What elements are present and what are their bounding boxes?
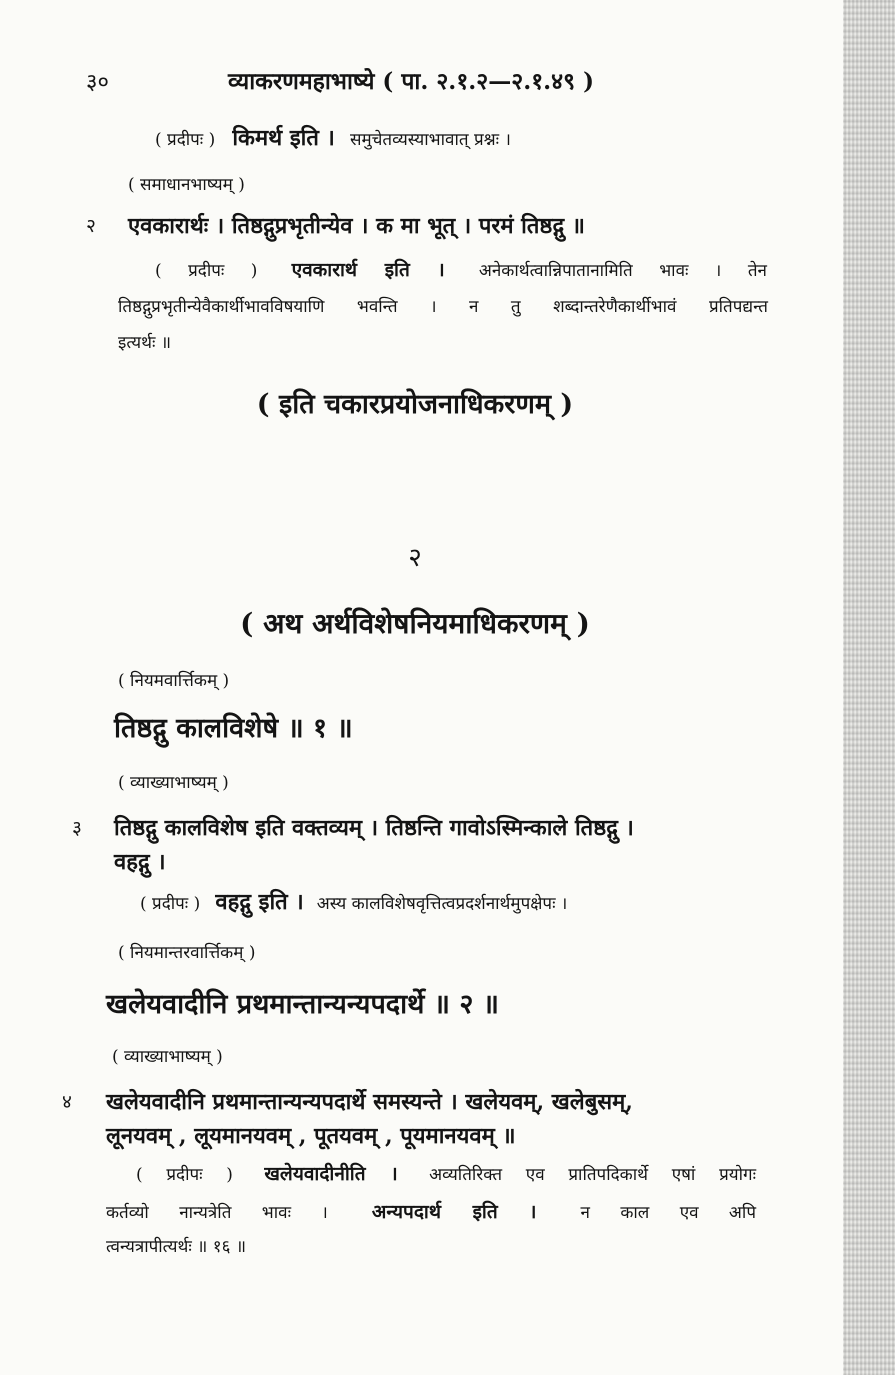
- bhashya-text: तिष्ठद्गु कालविशेष इति वक्तव्यम् । तिष्ठन्ति गावोऽस्मिन्काले तिष्ठद्गु ।: [114, 815, 634, 841]
- pradipa-text: समुचेतव्यस्याभावात् प्रश्नः ।: [349, 130, 511, 150]
- pradipa-lemma: वहद्गु इति ।: [215, 889, 304, 915]
- pradipa-text: न काल एव अपि: [580, 1203, 756, 1223]
- pradipa-lemma: खलेयवादीनीति ।: [264, 1163, 398, 1185]
- paragraph-number: २: [86, 215, 96, 237]
- bhashya-label: ( व्याख्याभाष्यम् ): [118, 773, 229, 793]
- pradipa-text: कर्तव्यो नान्यत्रेति भावः ।: [106, 1203, 328, 1223]
- samadhana-label: ( समाधानभाष्यम् ): [128, 175, 245, 195]
- pradipa-label: ( प्रदीपः ): [140, 894, 201, 914]
- page-number: ३०: [86, 70, 109, 95]
- pradipa-label: ( प्रदीपः ): [155, 130, 216, 150]
- bhashya-text: लूनयवम् , लूयमानयवम् , पूतयवम् , पूयमानयवम् ॥: [106, 1123, 516, 1149]
- pradipa-lemma: अन्यपदार्थ इति ।: [371, 1201, 537, 1223]
- pradipa-line: तिष्ठद्गुप्रभृतीन्येवैकार्थीभावविषयाणि भवन्ति । न तु शब्दान्तरेणैकार्थीभावं प्रतिपद्यन्त: [118, 297, 768, 317]
- bhashya-text: खलेयवादीनि प्रथमान्तान्यन्यपदार्थे समस्यन्ते । खलेयवम्, खलेबुसम्,: [106, 1089, 633, 1115]
- vartika-sutra: तिष्ठद्गु कालविशेषे ॥ १ ॥: [114, 713, 353, 744]
- pradipa-line: [136, 1160, 756, 1186]
- pradipa-label: ( प्रदीपः ): [155, 261, 258, 281]
- pradipa-line: [155, 256, 767, 282]
- bhashya-label: ( व्याख्याभाष्यम् ): [112, 1047, 223, 1067]
- pradipa-line: त्वन्यत्रापीत्यर्थः ॥ १६ ॥: [106, 1237, 247, 1257]
- vartika-label: ( नियमान्तरवार्त्तिकम् ): [118, 943, 256, 963]
- pradipa-label: ( प्रदीपः ): [136, 1165, 233, 1185]
- pradipa-line: [140, 886, 567, 916]
- pradipa-text: अनेकार्थत्वान्निपातानामिति भावः । तेन: [478, 261, 767, 281]
- pradipa-line: इत्यर्थः ॥: [118, 333, 172, 353]
- bhashya-text: वहद्गु ।: [114, 849, 166, 875]
- running-title: व्याकरणमहाभाष्ये ( पा. २.१.२—२.१.४९ ): [228, 68, 594, 95]
- vartika-sutra: खलेयवादीनि प्रथमान्तान्यन्यपदार्थे ॥ २ ॥: [106, 989, 499, 1020]
- pradipa-text: अव्यतिरिक्त एव प्रातिपदिकार्थे एषां प्रयोगः: [429, 1165, 757, 1185]
- pradipa-line: [106, 1198, 756, 1224]
- bhashya-text: एवकारार्थः । तिष्ठद्गुप्रभृतीन्येव । क मा भूत् । परमं तिष्ठद्गु ॥: [128, 213, 585, 239]
- pradipa-text: अस्य कालविशेषवृत्तित्वप्रदर्शनार्थमुपक्षेपः ।: [316, 894, 568, 914]
- section-number: २: [408, 543, 422, 573]
- pradipa-lemma: किमर्थ इति ।: [232, 125, 335, 151]
- paragraph-number: ४: [62, 1091, 72, 1113]
- section-title: ( अथ अर्थविशेषनियमाधिकरणम् ): [240, 607, 590, 640]
- paragraph-number: ३: [72, 817, 82, 839]
- vartika-label: ( नियमवार्त्तिकम् ): [118, 671, 230, 691]
- scan-edge-shadow: [843, 0, 895, 1375]
- section-end-heading: ( इति चकारप्रयोजनाधिकरणम् ): [256, 389, 574, 420]
- pradipa-block-1: [155, 122, 511, 152]
- pradipa-lemma: एवकारार्थ इति ।: [291, 259, 445, 281]
